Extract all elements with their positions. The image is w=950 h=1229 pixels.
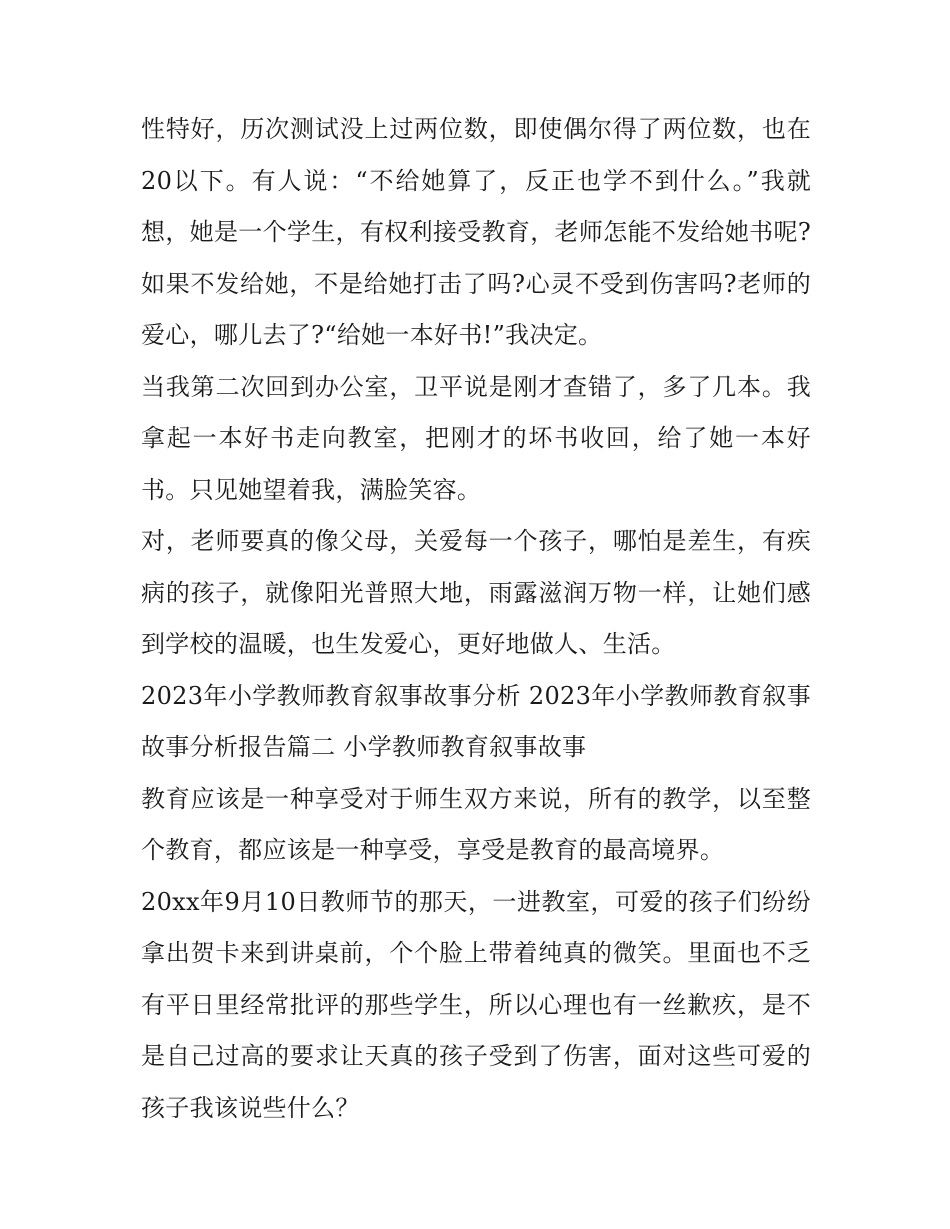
- paragraph-1: 性特好，历次测试没上过两位数，即使偶尔得了两位数，也在20以下。有人说：“不给她算了，反正也学不到什么。”我就想，她是一个学生，有权利接受教育，老师怎能不发给她书呢?如果不发给她，不是给她打击了吗?心灵不受到伤害吗?老师的爱心，哪儿去了?“给她一本好书!”我决定。: [141, 115, 811, 349]
- paragraph-3: 对，老师要真的像父母，关爱每一个孩子，哪怕是差生，有疾病的孩子，就像阳光普照大地，雨露滋润万物一样，让她们感到学校的温暖，也生发爱心，更好地做人、生活。: [141, 527, 811, 658]
- paragraph-5: 20xx年9月10日教师节的那天，一进教室，可爱的孩子们纷纷拿出贺卡来到讲桌前，个个脸上带着纯真的微笑。里面也不乏有平日里经常批评的那些学生，所以心理也有一丝歉疚，是不是自己过高的要求让天真的孩子受到了伤害，面对这些可爱的孩子我该说些什么？: [141, 887, 811, 1122]
- paragraph-4: 教育应该是一种享受对于师生双方来说，所有的教学，以至整个教育，都应该是一种享受，享受是教育的最高境界。: [141, 784, 811, 864]
- paragraph-2: 当我第二次回到办公室，卫平说是刚才查错了，多了几本。我拿起一本好书走向教室，把刚才的坏书收回，给了她一本好书。只见她望着我，满脸笑容。: [141, 372, 811, 504]
- section-heading: 2023年小学教师教育叙事故事分析 2023年小学教师教育叙事故事分析报告篇二 小学教师教育叙事故事: [141, 681, 811, 761]
